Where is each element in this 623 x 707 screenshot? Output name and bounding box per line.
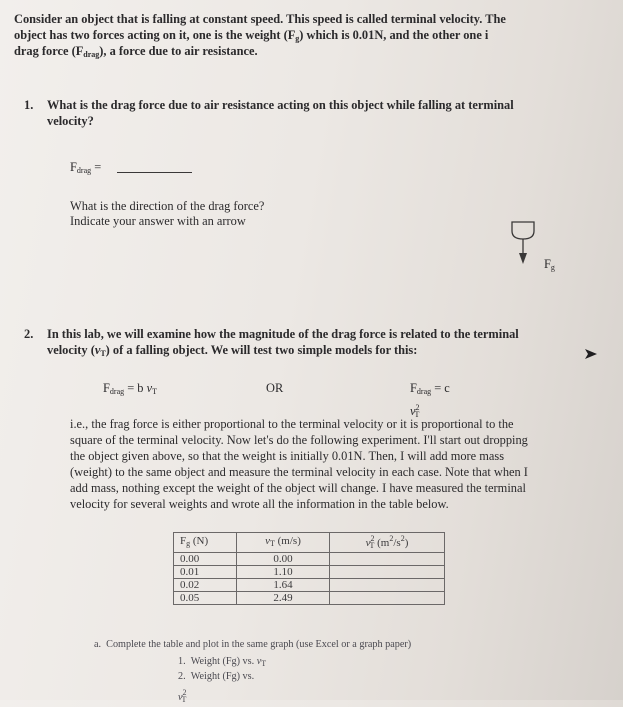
q2-number: 2. — [24, 327, 34, 341]
part-a-item-1: 1. Weight (Fg) vs. $v_T$ — [178, 656, 267, 668]
q2-para-line-3: the object given above, so that the weight is initially 0.01N. Then, I will add more mass — [70, 449, 505, 463]
weight-label: $F_g$ — [544, 257, 555, 272]
cell-velocity-squared[interactable] — [330, 592, 445, 605]
cell-velocity-squared[interactable] — [330, 566, 445, 579]
part-a-item-2: 2. Weight (Fg) vs. $v^2_T$ — [178, 671, 255, 704]
model-quadratic: $F_{drag} = c$ $v^2_T$ — [410, 381, 450, 419]
cell-weight: 0.05 — [174, 592, 237, 605]
q1-answer-blank[interactable] — [117, 172, 192, 173]
header-velocity-squared: $v^2_T$ $(m^2/s^2)$ — [330, 533, 445, 553]
part-a-instruction: a. Complete the table and plot in the same graph (use Excel or a graph paper) — [94, 639, 412, 650]
cell-weight: 0.00 — [174, 553, 237, 566]
q1-answer-label: $F_{drag}$ = — [70, 160, 102, 175]
cursor-arrow-icon — [583, 346, 599, 362]
cell-weight: 0.02 — [174, 579, 237, 592]
table-row — [174, 592, 445, 605]
cell-terminal-velocity: 0.00 — [237, 553, 330, 566]
cell-weight: 0.01 — [174, 566, 237, 579]
header-terminal-velocity: $v_T$ (m/s) — [237, 533, 330, 553]
force-diagram[interactable] — [500, 212, 560, 282]
intro-line-2: object has two forces acting on it, one is the weight $(F_g)$ which is 0.01N, and the other one i — [14, 28, 489, 43]
table-row — [174, 579, 445, 592]
intro-line-3: drag force $(F_{drag})$, a force due to air resistance. — [14, 44, 258, 59]
q2-para-line-4: (weight) to the same object and measure the terminal velocity in each case. Note that when I — [70, 465, 528, 479]
intro-line-1: Consider an object that is falling at constant speed. This speed is called terminal velocity. The — [14, 12, 506, 26]
q1-line-2: velocity? — [47, 114, 94, 128]
cell-velocity-squared[interactable] — [330, 553, 445, 566]
terminal-velocity-table — [173, 532, 445, 605]
q1-line-1: What is the drag force due to air resistance acting on this object while falling at terminal — [47, 98, 514, 112]
header-weight: $F_g$ (N) — [174, 533, 237, 553]
table-header-row — [174, 533, 445, 553]
q1-number: 1. — [24, 98, 34, 112]
q2-line-1: In this lab, we will examine how the magnitude of the drag force is related to the terminal — [47, 327, 519, 341]
model-linear: $F_{drag} = b$ $v_T$ — [103, 381, 157, 396]
cell-velocity-squared[interactable] — [330, 579, 445, 592]
q2-para-line-1: i.e., the frag force is either proportional to the terminal velocity or it is proportional to the — [70, 417, 514, 431]
q1-direction-line-2: Indicate your answer with an arrow — [70, 214, 246, 228]
q2-para-line-6: velocity for several weights and wrote all the information in the table below. — [70, 497, 449, 511]
q2-para-line-5: add mass, nothing except the weight of the object will change. I have measured the terminal — [70, 481, 526, 495]
q2-para-line-2: square of the terminal velocity. Now let's do the following experiment. I'll start out dropping — [70, 433, 528, 447]
cell-terminal-velocity: 1.64 — [237, 579, 330, 592]
model-or: OR — [266, 381, 284, 395]
q2-line-2: velocity $(v_T)$ of a falling object. We will test two simple models for this: — [47, 343, 418, 358]
table-row — [174, 566, 445, 579]
cell-terminal-velocity: 2.49 — [237, 592, 330, 605]
q1-direction-line-1: What is the direction of the drag force? — [70, 199, 265, 213]
cell-terminal-velocity: 1.10 — [237, 566, 330, 579]
table-row — [174, 553, 445, 566]
